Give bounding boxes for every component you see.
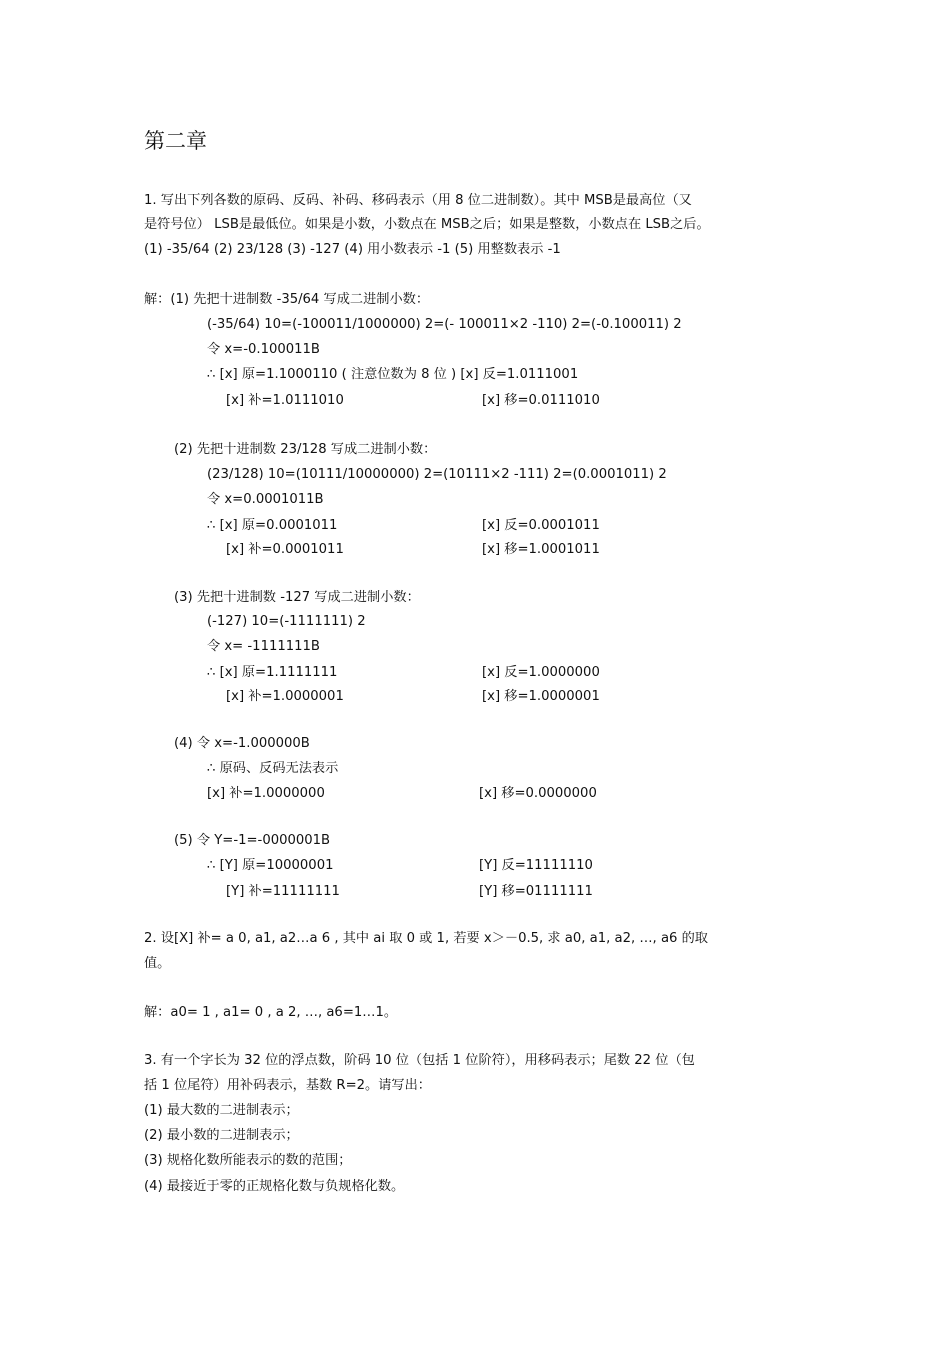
question-3-line-2: 括 1 位尾符）用补码表示，基数 R=2。请写出：	[144, 1078, 431, 1093]
solution-1-part-1-intro: 解：(1) 先把十进制数 -35/64 写成二进制小数：	[144, 292, 430, 307]
solution-1-part-4-bu: [x] 补=1.0000000	[207, 786, 325, 801]
solution-1-part-5-yi: [Y] 移=01111111	[479, 884, 593, 899]
solution-1-part-3-equation: (-127) 10=(-1111111) 2	[207, 614, 366, 629]
solution-1-part-5-let: (5) 令 Y=-1=-0000001B	[174, 833, 331, 848]
solution-1-part-2-equation: (23/128) 10=(10111/10000000) 2=(10111×2 -111) 2=(0.0001011) 2	[207, 467, 667, 482]
question-1-line-1: 1. 写出下列各数的原码、反码、补码、移码表示（用 8 位二进制数）。其中 MSB是最高位（又	[144, 193, 692, 208]
solution-1-part-4-note: ∴ 原码、反码无法表示	[207, 761, 339, 776]
chapter-title: 第二章	[144, 129, 207, 153]
solution-1-part-3-fan: [x] 反=1.0000000	[482, 665, 600, 680]
solution-1-part-2-intro: (2) 先把十进制数 23/128 写成二进制小数：	[174, 442, 437, 457]
question-3-item: (3) 规格化数所能表示的数的范围；	[144, 1153, 352, 1168]
solution-1-part-1-bu: [x] 补=1.0111010	[226, 393, 344, 408]
question-1-line-3: (1) -35/64 (2) 23/128 (3) -127 (4) 用小数表示 -1 (5) 用整数表示 -1	[144, 242, 561, 257]
question-3-item: (4) 最接近于零的正规格化数与负规格化数。	[144, 1179, 405, 1194]
solution-1-part-1-equation: (-35/64) 10=(-100011/1000000) 2=(- 100011×2 -110) 2=(-0.100011) 2	[207, 317, 682, 332]
question-1-line-2: 是符号位） LSB是最低位。如果是小数，小数点在 MSB之后；如果是整数，小数点在 LSB之后。	[144, 217, 710, 232]
solution-1-part-1-yi: [x] 移=0.0111010	[482, 393, 600, 408]
solution-1-part-1-yuan-fan: ∴ [x] 原=1.1000110 ( 注意位数为 8 位 ) [x] 反=1.0111001	[207, 367, 579, 382]
solution-1-part-5-fan: [Y] 反=11111110	[479, 858, 593, 873]
solution-1-part-1-let: 令 x=-0.100011B	[207, 342, 320, 357]
solution-1-part-3-intro: (3) 先把十进制数 -127 写成二进制小数：	[174, 590, 420, 605]
solution-2: 解：a0= 1 , a1= 0 , a 2, …, a6=1…1。	[144, 1005, 398, 1020]
question-2-line-1: 2. 设[X] 补= a 0, a1, a2…a 6 , 其中 ai 取 0 或 1, 若要 x＞－0.5, 求 a0, a1, a2, …, a6 的取	[144, 931, 708, 946]
question-3-item: (1) 最大数的二进制表示；	[144, 1103, 299, 1118]
solution-1-part-2-let: 令 x=0.0001011B	[207, 492, 324, 507]
solution-1-part-2-bu: [x] 补=0.0001011	[226, 542, 344, 557]
solution-1-part-2-yuan: ∴ [x] 原=0.0001011	[207, 518, 338, 533]
solution-1-part-5-yuan: ∴ [Y] 原=10000001	[207, 858, 334, 873]
solution-1-part-3-yi: [x] 移=1.0000001	[482, 689, 600, 704]
solution-1-part-2-fan: [x] 反=0.0001011	[482, 518, 600, 533]
solution-1-part-3-yuan: ∴ [x] 原=1.1111111	[207, 665, 338, 680]
solution-1-part-2-yi: [x] 移=1.0001011	[482, 542, 600, 557]
question-3-line-1: 3. 有一个字长为 32 位的浮点数，阶码 10 位（包括 1 位阶符），用移码表示；尾数 22 位（包	[144, 1053, 695, 1068]
solution-1-part-3-bu: [x] 补=1.0000001	[226, 689, 344, 704]
solution-1-part-3-let: 令 x= -1111111B	[207, 639, 320, 654]
question-2-line-2: 值。	[144, 956, 171, 971]
solution-1-part-4-yi: [x] 移=0.0000000	[479, 786, 597, 801]
question-3-item: (2) 最小数的二进制表示；	[144, 1128, 299, 1143]
solution-1-part-4-let: (4) 令 x=-1.000000B	[174, 736, 310, 751]
solution-1-part-5-bu: [Y] 补=11111111	[226, 884, 340, 899]
